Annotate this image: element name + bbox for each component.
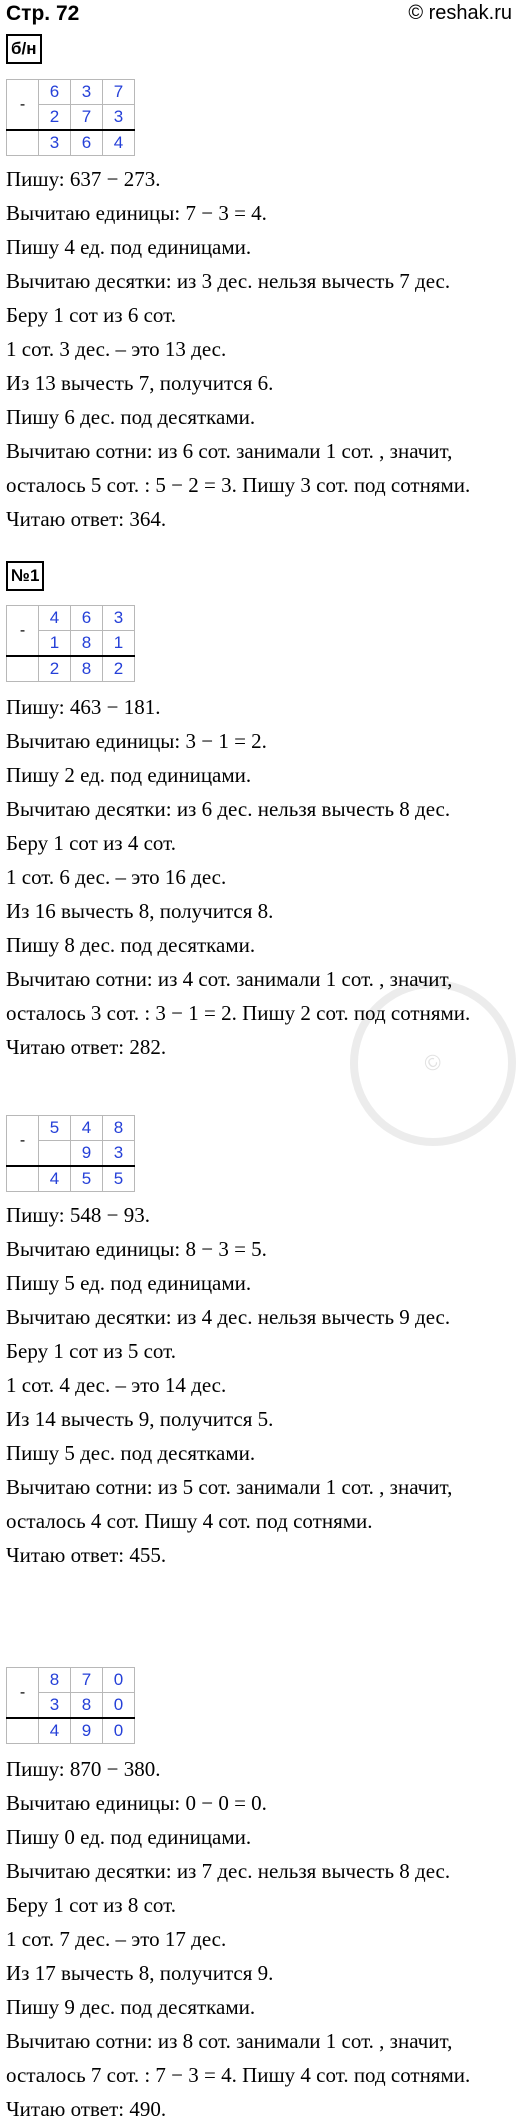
explanation [6,1752,470,2126]
digit: 8 [71,656,103,682]
digit: 8 [71,631,103,657]
text-line: осталось 5 сот. : 5 − 2 = 3. Пишу 3 сот. под сотнями. [6,473,471,497]
digit: 4 [103,130,135,156]
digit: 8 [71,1693,103,1719]
digit [39,1141,71,1167]
result-row [7,1718,135,1744]
text-line: 1 сот. 7 дес. – это 17 дес. [6,1927,227,1951]
digit: 3 [39,130,71,156]
digit: 4 [39,1718,71,1744]
digit: 0 [103,1693,135,1719]
text-line: Пишу 8 дес. под десятками. [6,933,256,957]
text-line: Пишу: 870 − 380. [6,1757,161,1781]
page-header [0,0,522,30]
text-line: Пишу 2 ед. под единицами. [6,763,252,787]
text-line: Вычитаю сотни: из 8 сот. занимали 1 сот. , значит, [6,2029,453,2053]
text-line: Вычитаю единицы: 3 − 1 = 2. [6,729,267,753]
digit: 8 [39,1668,71,1693]
text-line: осталось 7 сот. : 7 − 3 = 4. Пишу 4 сот. под сотнями. [6,2063,471,2087]
text-line: Вычитаю десятки: из 4 дес. нельзя вычесть 9 дес. [6,1305,451,1329]
digit: 0 [103,1668,135,1693]
text-line: Пишу 9 дес. под десятками. [6,1995,256,2019]
digit: 0 [103,1718,135,1744]
column-subtraction [6,79,135,156]
digit: 8 [103,1116,135,1141]
site-credit: © reshak.ru [408,2,512,24]
text-line: осталось 4 сот. Пишу 4 сот. под сотнями. [6,1509,373,1533]
digit: 4 [71,1116,103,1141]
digit: 1 [39,631,71,657]
text-line: Пишу: 548 − 93. [6,1203,150,1227]
text-line: Вычитаю десятки: из 6 дес. нельзя вычесть 8 дес. [6,797,451,821]
text-line: 1 сот. 3 дес. – это 13 дес. [6,337,227,361]
digit: 2 [103,656,135,682]
column-subtraction [6,1667,135,1744]
text-line: 1 сот. 6 дес. – это 16 дес. [6,865,227,889]
section-tag: №1 [6,561,44,591]
result-row [7,1166,135,1192]
section-tag: б/н [6,34,42,64]
digit: 2 [39,656,71,682]
minus-sign: - [7,606,39,657]
digit: 7 [71,105,103,131]
text-line: Беру 1 сот из 8 сот. [6,1893,176,1917]
digit: 5 [71,1166,103,1192]
digit: 9 [71,1141,103,1167]
text-line: Пишу 5 ед. под единицами. [6,1271,252,1295]
digit: 2 [39,105,71,131]
digit: 5 [39,1116,71,1141]
digit: 7 [71,1668,103,1693]
text-line: Из 14 вычесть 9, получится 5. [6,1407,274,1431]
text-line: Читаю ответ: 364. [6,507,167,531]
text-line: Читаю ответ: 455. [6,1543,167,1567]
digit: 3 [39,1693,71,1719]
text-line: Вычитаю сотни: из 5 сот. занимали 1 сот. , значит, [6,1475,453,1499]
text-line: Вычитаю единицы: 0 − 0 = 0. [6,1791,267,1815]
text-line: 1 сот. 4 дес. – это 14 дес. [6,1373,227,1397]
explanation [6,690,470,1064]
minuend-row [7,1116,135,1141]
empty-cell [7,1718,39,1744]
digit: 3 [103,606,135,631]
text-line: Пишу: 463 − 181. [6,695,161,719]
column-subtraction [6,605,135,682]
text-line: Вычитаю единицы: 8 − 3 = 5. [6,1237,267,1261]
digit: 1 [103,631,135,657]
text-line: Из 17 вычесть 8, получится 9. [6,1961,274,1985]
digit: 3 [71,80,103,105]
text-line: Пишу 5 дес. под десятками. [6,1441,256,1465]
digit: 3 [103,105,135,131]
text-line: Беру 1 сот из 4 сот. [6,831,176,855]
text-line: Вычитаю единицы: 7 − 3 = 4. [6,201,267,225]
explanation [6,1198,452,1572]
empty-cell [7,1166,39,1192]
empty-cell [7,130,39,156]
text-line: Читаю ответ: 282. [6,1035,167,1059]
digit: 7 [103,80,135,105]
text-line: Пишу 4 ед. под единицами. [6,235,252,259]
minuend-row [7,1668,135,1693]
digit: 6 [71,606,103,631]
text-line: осталось 3 сот. : 3 − 1 = 2. Пишу 2 сот. под сотнями. [6,1001,471,1025]
text-line: Беру 1 сот из 6 сот. [6,303,176,327]
minuend-row [7,80,135,105]
text-line: Читаю ответ: 490. [6,2097,167,2121]
digit: 4 [39,1166,71,1192]
digit: 6 [39,80,71,105]
minus-sign: - [7,1668,39,1719]
text-line: Из 13 вычесть 7, получится 6. [6,371,274,395]
text-line: Пишу 0 ед. под единицами. [6,1825,252,1849]
text-line: Вычитаю сотни: из 4 сот. занимали 1 сот. , значит, [6,967,453,991]
digit: 5 [103,1166,135,1192]
page-number: Стр. 72 [6,2,80,25]
minus-sign: - [7,80,39,131]
text-line: Из 16 вычесть 8, получится 8. [6,899,274,923]
empty-cell [7,656,39,682]
text-line: Вычитаю десятки: из 3 дес. нельзя вычесть 7 дес. [6,269,451,293]
result-row [7,656,135,682]
digit: 3 [103,1141,135,1167]
column-subtraction [6,1115,135,1192]
digit: 4 [39,606,71,631]
text-line: Пишу: 637 − 273. [6,167,161,191]
digit: 9 [71,1718,103,1744]
explanation [6,162,470,536]
minuend-row [7,606,135,631]
text-line: Вычитаю сотни: из 6 сот. занимали 1 сот. , значит, [6,439,453,463]
watermark-icon: © [317,947,522,1178]
text-line: Вычитаю десятки: из 7 дес. нельзя вычесть 8 дес. [6,1859,451,1883]
digit: 6 [71,130,103,156]
text-line: Пишу 6 дес. под десятками. [6,405,256,429]
result-row [7,130,135,156]
text-line: Беру 1 сот из 5 сот. [6,1339,176,1363]
minus-sign: - [7,1116,39,1167]
